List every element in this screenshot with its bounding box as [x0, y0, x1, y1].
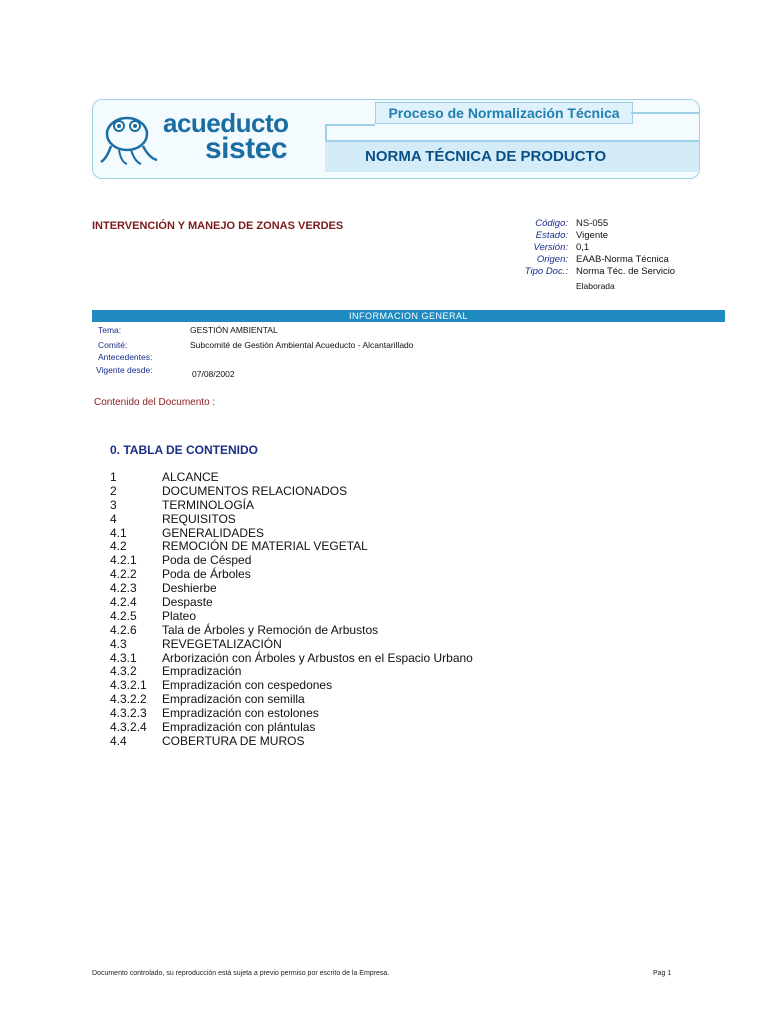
vigente-value: 07/08/2002 [192, 369, 235, 379]
toc-item-number: 4.2.3 [110, 581, 137, 596]
meta-row-tipo-cont [480, 278, 740, 290]
meta-row-codigo [480, 218, 740, 230]
contenido-label: Contenido del Documento : [94, 397, 216, 408]
toc-item-text: Empradización [162, 664, 242, 679]
toc-item-text: Empradización con semilla [162, 692, 305, 707]
toc-item-text: Deshierbe [162, 581, 217, 596]
antecedentes-label: Antecedentes: [98, 352, 153, 362]
toc-item-number: 4.3.2 [110, 664, 137, 679]
comite-label: Comité: [98, 340, 128, 350]
toc-item-number: 4.4 [110, 733, 127, 748]
tema-value: GESTIÓN AMBIENTAL [190, 325, 278, 335]
logo-text-sistec: sistec [205, 132, 288, 165]
meta-row-tipo [480, 266, 740, 278]
toc-item-number: 4.3.2.2 [110, 692, 147, 707]
toc-item-text: Poda de Árboles [162, 567, 251, 582]
toc-item-number: 4 [110, 511, 117, 526]
toc-item-text: Tala de Árboles y Remoción de Arbustos [162, 622, 379, 637]
frog-logo-icon [97, 106, 165, 170]
origen-value: EAAB-Norma Técnica [576, 254, 669, 265]
toc-item-number: 4.3.2.4 [110, 720, 147, 735]
toc-item-number: 1 [110, 470, 117, 484]
estado-label: Estado: [535, 230, 568, 241]
toc-item-number: 4.3.1 [110, 650, 137, 665]
toc-item-text: Arborización con Árboles y Arbustos en el Espacio Urbano [162, 650, 473, 665]
toc-item-number: 3 [110, 497, 117, 512]
toc-item-number: 4.2.1 [110, 553, 137, 568]
toc-item-number: 4.2.4 [110, 595, 137, 610]
toc-item-text: REQUISITOS [162, 511, 236, 526]
toc-item-text: REVEGETALIZACIÓN [162, 636, 282, 651]
toc-item-text: Plateo [162, 608, 197, 623]
toc-item-number: 4.3.2.1 [110, 678, 147, 693]
codigo-label: Código: [535, 218, 568, 229]
toc-item-text: REMOCIÓN DE MATERIAL VEGETAL [162, 539, 368, 554]
banner-divider [631, 112, 699, 114]
toc-item-text: TERMINOLOGÍA [162, 497, 255, 512]
toc-item-text: Empradización con plántulas [162, 720, 316, 735]
tipo-label: Tipo Doc.: [524, 266, 568, 277]
toc-item-number: 4.2.2 [110, 567, 137, 582]
codigo-value: NS-055 [576, 218, 609, 229]
toc-item-number: 4.2.5 [110, 608, 137, 623]
logo-text-acueducto: acueducto [163, 108, 289, 138]
meta-row-estado [480, 230, 740, 242]
toc-item-number: 4.3.2.3 [110, 706, 147, 721]
company-logo [93, 100, 323, 178]
document-metadata [480, 218, 740, 290]
toc-title: 0. TABLA DE CONTENIDO [110, 443, 259, 457]
toc-item-text: Poda de Césped [162, 553, 252, 568]
footer-notice: Documento controlado, su reproducción está sujeta a previo permiso por escrito de la Empresa. [92, 970, 390, 977]
estado-value: Vigente [576, 230, 609, 241]
tipo-value: Norma Téc. de Servicio [576, 266, 676, 277]
product-title: NORMA TÉCNICA DE PRODUCTO [325, 140, 699, 172]
document-title: INTERVENCIÓN Y MANEJO DE ZONAS VERDES [92, 220, 344, 232]
toc-item-text: DOCUMENTOS RELACIONADOS [162, 483, 348, 498]
toc-item-text: Empradización con cespedones [162, 678, 333, 693]
info-general-bar: INFORMACION GENERAL [92, 310, 725, 322]
toc-item-number: 4.1 [110, 525, 127, 540]
toc-item-number: 2 [110, 483, 117, 498]
toc-item-text: COBERTURA DE MUROS [162, 733, 305, 748]
process-title: Proceso de Normalización Técnica [375, 102, 633, 124]
tema-label: Tema: [98, 325, 122, 335]
comite-value: Subcomité de Gestión Ambiental Acueducto - Alcantarillado [190, 340, 414, 350]
toc-item-text: Despaste [162, 595, 213, 610]
toc-item-text: ALCANCE [162, 470, 219, 484]
toc-item-number: 4.2 [110, 539, 127, 554]
meta-row-origen [480, 254, 740, 266]
origen-label: Origen: [536, 254, 568, 265]
page-number: Pag 1 [653, 970, 672, 977]
toc-item-text: Empradización con estolones [162, 706, 319, 721]
vigente-label: Vigente desde: [96, 365, 153, 375]
version-label: Versión: [533, 242, 568, 253]
banner-divider [325, 124, 375, 126]
meta-row-version [480, 242, 740, 254]
toc-item-number: 4.2.6 [110, 622, 137, 637]
version-value: 0,1 [576, 242, 590, 253]
toc-item-text: GENERALIDADES [162, 525, 265, 540]
tipo-value-continued: Elaborada [576, 281, 615, 291]
toc-item-number: 4.3 [110, 636, 127, 651]
header-banner [92, 99, 700, 179]
